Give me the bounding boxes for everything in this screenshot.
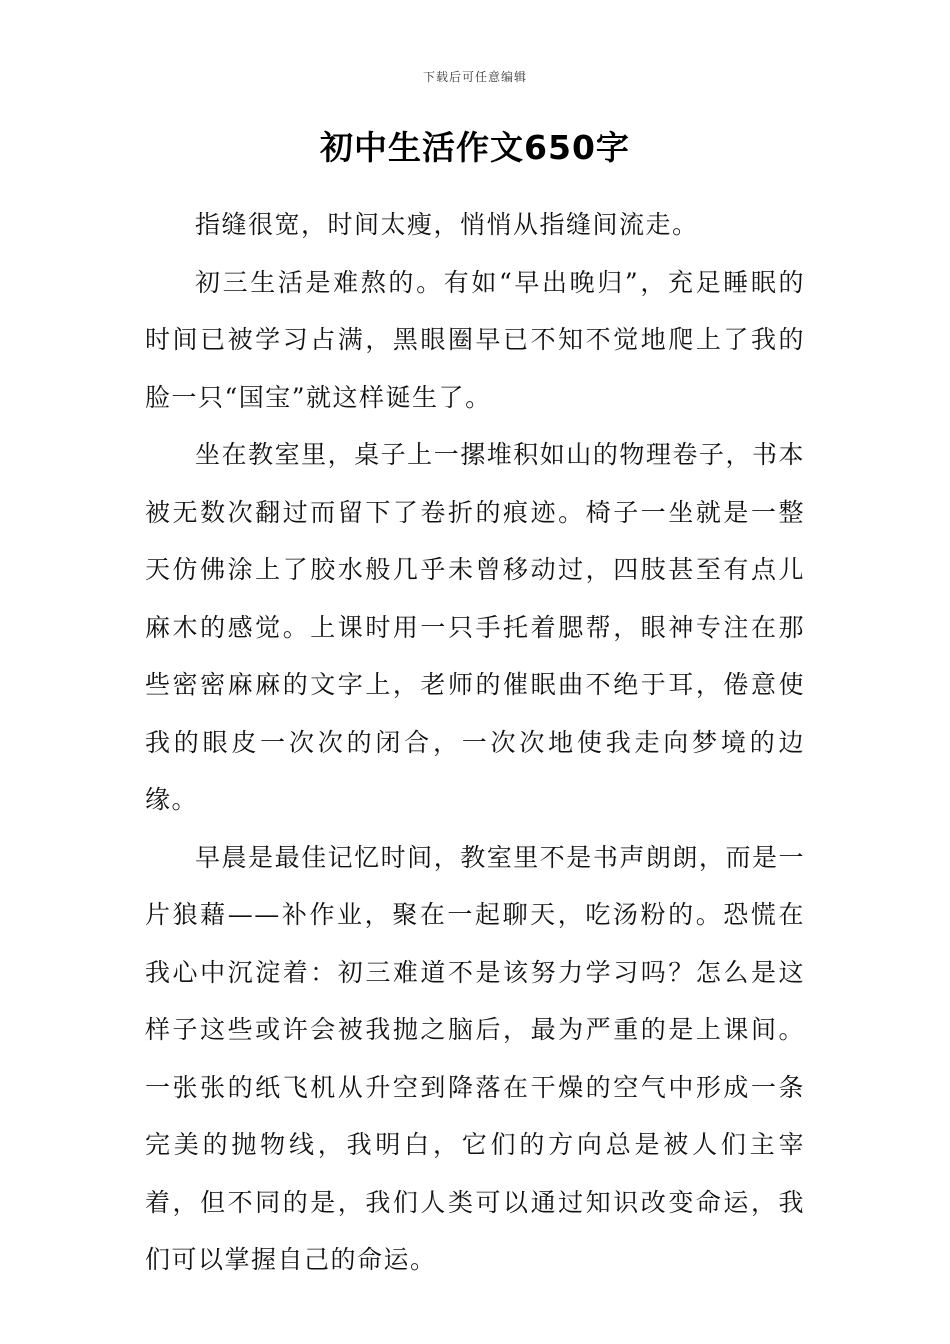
paragraph-4: 早晨是最佳记忆时间，教室里不是书声朗朗，而是一片狼藉——补作业，聚在一起聊天，吃汤粉的。恐慌在我心中沉淀着：初三难道不是该努力学习吗？怎么是这样子这些或许会被我抛之脑后，最为严重的是上课间。一张张的纸飞机从升空到降落在干燥的空气中形成一条完美的抛物线，我明白，它们的方向总是被人们主宰着，但不同的是，我们人类可以通过知识改变命运，我们可以掌握自己的命运。 [145,842,805,1274]
paragraph-1: 指缝很宽，时间太瘦，悄悄从指缝间流走。 [195,210,699,239]
paragraph-2: 初三生活是难熬的。有如“早出晚归”，充足睡眠的时间已被学习占满，黑眼圈早已不知不觉地爬上了我的脸一只“国宝”就这样诞生了。 [145,267,805,412]
document-body [145,196,805,1289]
paragraph-3: 坐在教室里，桌子上一摞堆积如山的物理卷子，书本被无数次翻过而留下了卷折的痕迹。椅子一坐就是一整天仿佛涂上了胶水般几乎未曾移动过，四肢甚至有点儿麻木的感觉。上课时用一只手托着腮帮，眼神专注在那些密密麻麻的文字上，老师的催眠曲不绝于耳，倦意使我的眼皮一次次的闭合，一次次地使我走向梦境的边缘。 [145,440,805,814]
document-title: 初中生活作文650字 [320,128,630,167]
header-note: 下载后可任意编辑 [422,70,527,84]
